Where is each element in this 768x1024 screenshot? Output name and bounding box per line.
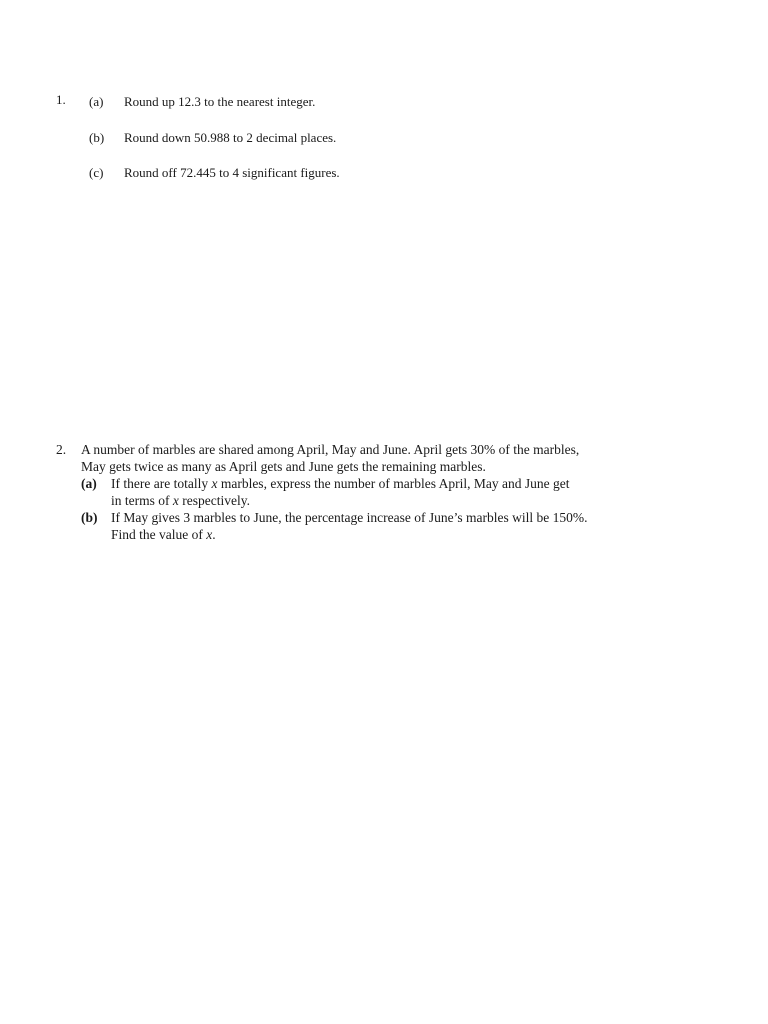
text-segment: respectively. xyxy=(178,493,250,508)
part-text xyxy=(111,509,693,543)
text-segment: . xyxy=(212,527,216,542)
question-1-part-c xyxy=(89,165,389,181)
part-text: Round up 12.3 to the nearest integer. xyxy=(124,94,316,109)
question-2-stem xyxy=(81,441,693,475)
part-label: (b) xyxy=(89,130,105,145)
part-text: Round off 72.445 to 4 significant figures. xyxy=(124,165,340,180)
text-segment: Find the value of xyxy=(111,527,207,542)
question-2-part-a xyxy=(81,475,693,509)
part-text: Round down 50.988 to 2 decimal places. xyxy=(124,130,337,145)
text-segment: in terms of xyxy=(111,493,173,508)
part-label: (a) xyxy=(81,476,97,491)
text-segment: If May gives 3 marbles to June, the percentage increase of June’s marbles will be 150%. xyxy=(111,510,588,525)
part-label: (a) xyxy=(89,94,104,109)
stem-line-2: May gets twice as many as April gets and June gets the remaining marbles. xyxy=(81,459,486,474)
question-2-body xyxy=(81,441,693,543)
part-label: (b) xyxy=(81,510,98,525)
question-number: 2. xyxy=(56,442,67,457)
variable-x: x xyxy=(206,527,213,542)
question-number: 1. xyxy=(56,92,66,107)
text-segment: If there are totally xyxy=(111,476,212,491)
stem-line-1: A number of marbles are shared among April, May and June. April gets 30% of the marbles, xyxy=(81,442,580,457)
question-1-part-b xyxy=(89,130,389,146)
part-label: (c) xyxy=(89,165,104,180)
question-1-part-a xyxy=(89,94,389,110)
variable-x: x xyxy=(211,476,218,491)
text-segment: marbles, express the number of marbles April, May and June get xyxy=(217,476,570,491)
variable-x: x xyxy=(172,493,179,508)
part-text xyxy=(111,475,693,509)
question-2-part-b xyxy=(81,509,693,543)
